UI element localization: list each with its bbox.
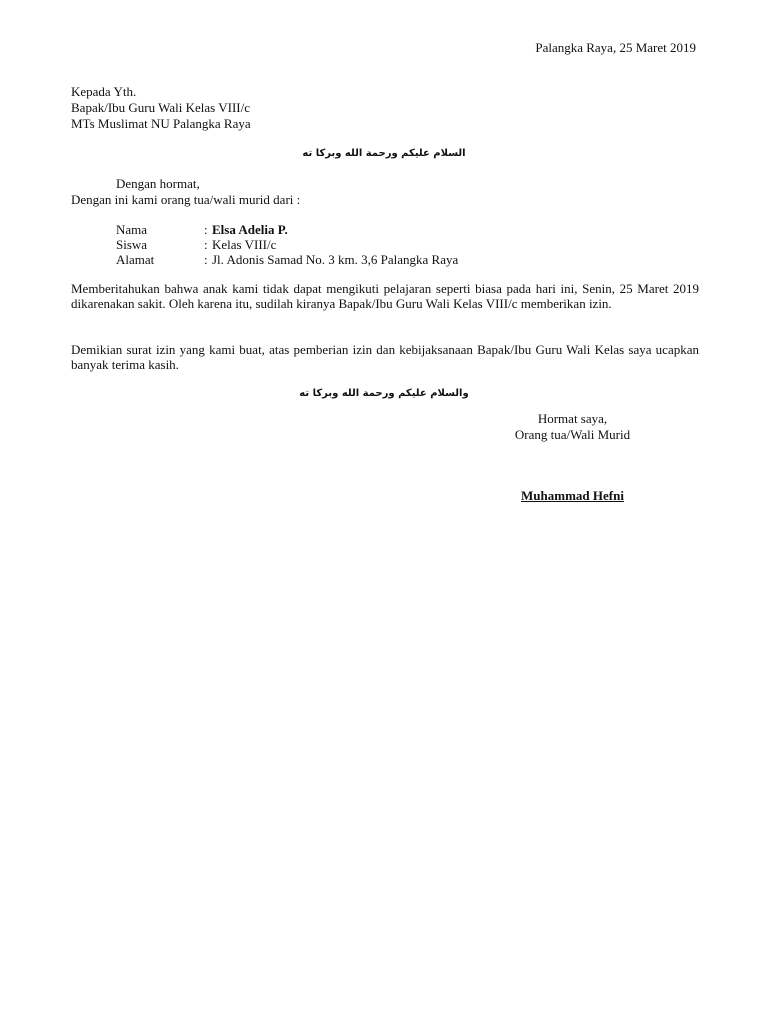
- signer-name: Muhammad Hefni: [521, 488, 624, 503]
- recipient-line-2: Bapak/Ibu Guru Wali Kelas VIII/c: [71, 100, 250, 115]
- info-separator: :: [204, 237, 208, 252]
- student-class: Kelas VIII/c: [212, 237, 277, 252]
- info-label: Nama: [116, 222, 148, 237]
- info-label: Alamat: [116, 252, 155, 267]
- recipient-line-1: Kepada Yth.: [71, 84, 137, 99]
- info-separator: :: [204, 252, 208, 267]
- student-info-table: [116, 222, 458, 267]
- info-row-nama: [116, 222, 458, 237]
- recipient-block: [71, 84, 251, 132]
- greeting: Dengan hormat,: [116, 176, 200, 191]
- salam-opening: السلام عليكم ورحمة الله وبركا ته: [302, 148, 466, 159]
- place-date: Palangka Raya, 25 Maret 2019: [535, 40, 696, 55]
- salam-closing: والسلام عليكم ورحمة الله وبركا ته: [299, 388, 469, 399]
- info-label: Siswa: [116, 237, 148, 252]
- body-paragraph-2: Demikian surat izin yang kami buat, atas pemberian izin dan kebijaksanaan Bapak/Ibu Guru Wali Kelas saya ucapkan banyak terima kasih.: [71, 342, 699, 372]
- info-row-siswa: [116, 237, 458, 252]
- recipient-line-3: MTs Muslimat NU Palangka Raya: [71, 116, 251, 131]
- student-address: Jl. Adonis Samad No. 3 km. 3,6 Palangka Raya: [212, 252, 459, 267]
- student-name: Elsa Adelia P.: [212, 222, 288, 237]
- body-paragraph-1: Memberitahukan bahwa anak kami tidak dapat mengikuti pelajaran seperti biasa pada hari ini, Senin, 25 Maret 2019 dikarenakan sakit. Oleh karena itu, sudilah kiranya Bapak/Ibu Guru Wali Kelas VIII/c memberikan izin.: [71, 281, 699, 311]
- info-separator: :: [204, 222, 208, 237]
- closing-line-1: Hormat saya,: [537, 411, 608, 426]
- closing-line-2: Orang tua/Wali Murid: [514, 427, 631, 442]
- info-row-alamat: [116, 252, 458, 267]
- intro-line: Dengan ini kami orang tua/wali murid dari :: [71, 192, 301, 207]
